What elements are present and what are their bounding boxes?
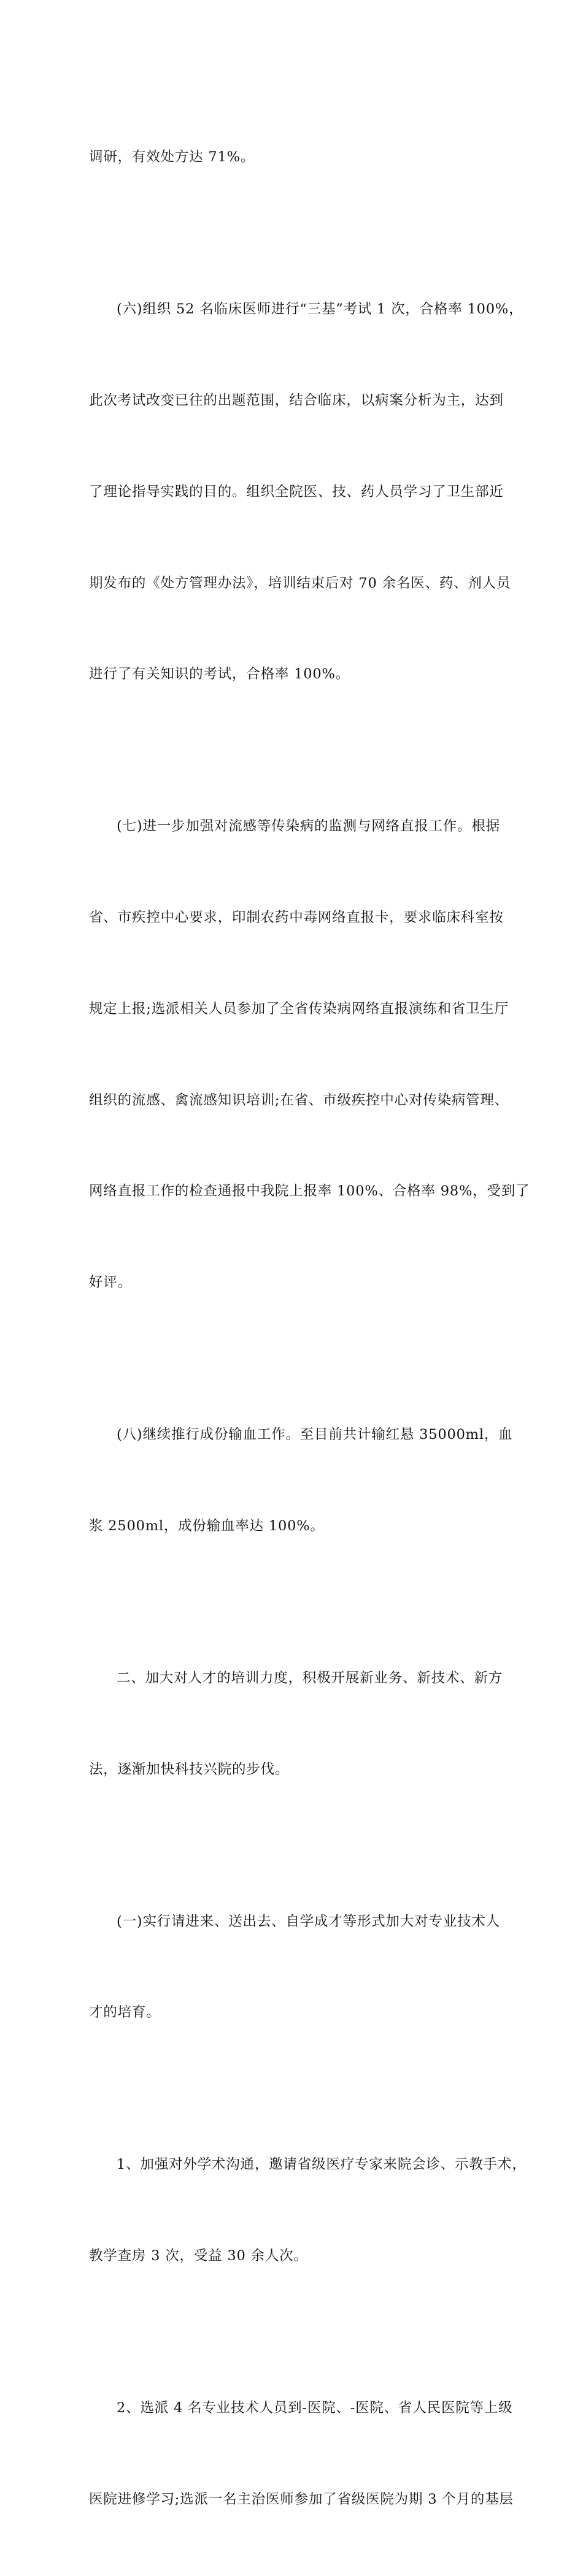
text-line: 教学查房 3 次，受益 30 余人次。: [89, 2248, 308, 2264]
text-line: 调研，有效处方达 71%。: [89, 149, 255, 166]
document-body: [89, 82, 530, 2576]
text-line: 规定上报;选派相关人员参加了全省传染病网络直报演练和省卫生厅: [89, 1000, 509, 1017]
text-line: 浆 2500ml，成份输血率达 100%。: [89, 1517, 325, 1534]
text-line: (六)组织 52 名临床医师进行“三基”考试 1 次，合格率 100%，: [117, 301, 523, 318]
paragraph-item-2: [89, 2333, 514, 2576]
paragraph-seven: [89, 751, 530, 1359]
text-line: 医院进修学习;选派一名主治医师参加了省级医院为期 3 个月的基层: [89, 2491, 514, 2507]
text-line: 省、市疾控中心要求，印制农药中毒网络直报卡，要求临床科室按: [89, 910, 504, 926]
paragraph-continued-survey: [89, 82, 500, 234]
text-line: 组织的流感、禽流感知识培训;在省、市级疾控中心对传染病管理、: [89, 1092, 509, 1108]
paragraph-item-1: [89, 2089, 527, 2333]
text-line: 了理论指导实践的目的。组织全院医、技、药人员学习了卫生部近: [89, 483, 504, 500]
paragraph-one: [89, 1846, 500, 2089]
text-line: (八)继续推行成份输血工作。至目前共计输红悬 35000ml，血: [117, 1427, 513, 1443]
text-line: 好评。: [89, 1275, 132, 1291]
text-line: 进行了有关知识的考试，合格率 100%。: [89, 666, 350, 683]
paragraph-six: [89, 234, 523, 751]
paragraph-eight: [89, 1359, 513, 1603]
text-line: 法，逐渐加快科技兴院的步伐。: [89, 1761, 290, 1777]
text-line: 二、加大对人才的培训力度，积极开展新业务、新技术、新方: [117, 1669, 503, 1686]
text-line: 2、选派 4 名专业技术人员到-医院、-医院、省人民医院等上级: [117, 2400, 513, 2417]
text-line: 网络直报工作的检查通报中我院上报率 100%、合格率 98%，受到了: [89, 1183, 530, 1200]
text-line: 1、加强对外学术沟通，邀请省级医疗专家来院会诊、示教手术，: [117, 2156, 527, 2173]
text-line: (七)进一步加强对流感等传染病的监测与网络直报工作。根据: [117, 818, 500, 835]
text-line: 才的培育。: [89, 2004, 161, 2021]
text-line: 期发布的《处方管理办法》，培训结束后对 70 余名医、药、剂人员: [89, 575, 511, 591]
text-line: (一)实行请进来、送出去、自学成才等形式加大对专业技术人: [117, 1913, 500, 1930]
paragraph-section-two: [89, 1603, 503, 1846]
text-line: 此次考试改变已往的出题范围，结合临床，以病案分析为主，达到: [89, 392, 504, 408]
